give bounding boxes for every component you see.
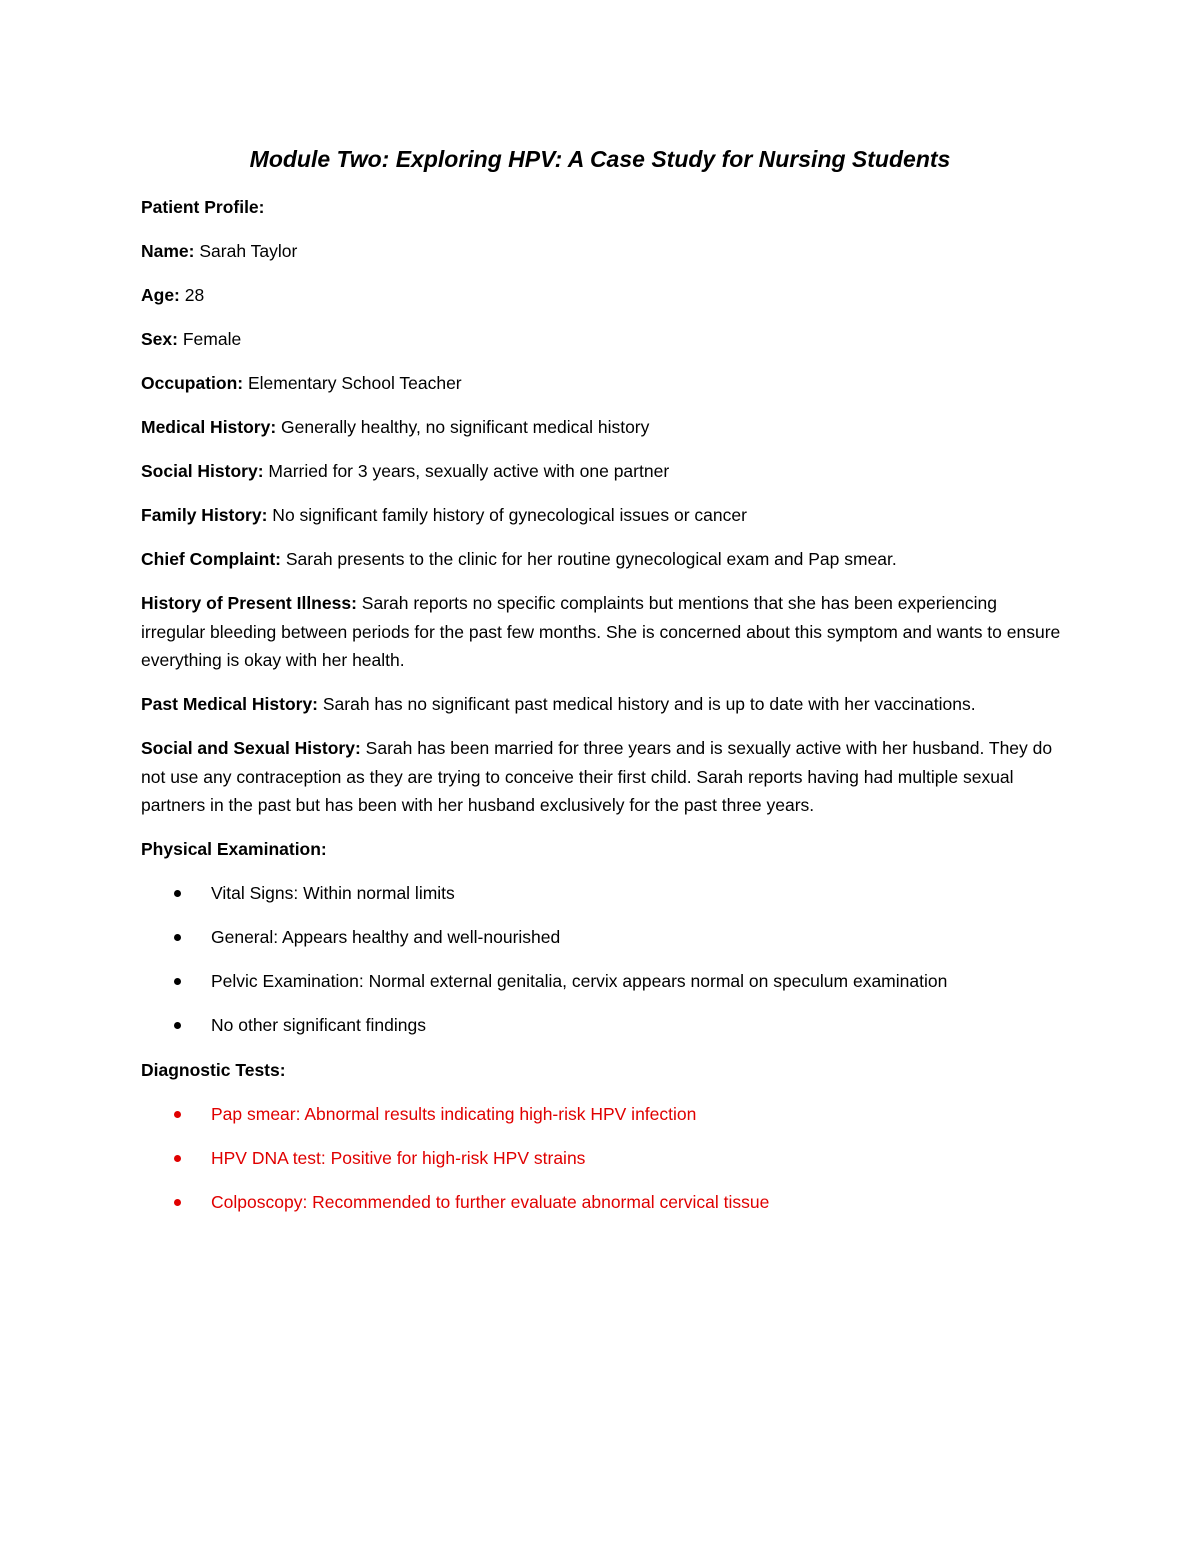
document-title: Module Two: Exploring HPV: A Case Study for Nursing Students bbox=[249, 146, 951, 172]
field-social-sexual-history bbox=[141, 734, 1061, 820]
bullet-icon bbox=[174, 1199, 181, 1206]
list-item bbox=[141, 1188, 1061, 1217]
diagnostic-tests-list bbox=[141, 1100, 1061, 1217]
bullet-icon bbox=[174, 934, 181, 941]
field-value: Sarah has no significant past medical history and is up to date with her vaccinations. bbox=[318, 694, 976, 714]
section-heading: Physical Examination: bbox=[141, 839, 327, 859]
field-label: Family History: bbox=[141, 505, 268, 525]
list-item bbox=[141, 1144, 1061, 1173]
field-value: Sarah presents to the clinic for her routine gynecological exam and Pap smear. bbox=[281, 549, 897, 569]
section-heading: Patient Profile: bbox=[141, 197, 265, 217]
field-value: Married for 3 years, sexually active with one partner bbox=[263, 461, 670, 481]
list-item bbox=[141, 967, 1061, 996]
field-label: Occupation: bbox=[141, 373, 244, 393]
list-item-text: Colposcopy: Recommended to further evaluate abnormal cervical tissue bbox=[211, 1191, 770, 1212]
list-item-text: Vital Signs: Within normal limits bbox=[211, 883, 455, 903]
field-value: Female bbox=[177, 329, 242, 349]
field-label: Past Medical History: bbox=[141, 694, 318, 714]
bullet-icon bbox=[174, 1155, 181, 1162]
field-social-history bbox=[141, 457, 1061, 486]
list-item bbox=[141, 1011, 1061, 1040]
field-label: Social and Sexual History: bbox=[141, 738, 361, 758]
field-value: Elementary School Teacher bbox=[243, 373, 462, 393]
field-value: Sarah reports no specific complaints but mentions that she has been experiencing irregular bleeding between periods for the past few months. She is concerned about this symptom and wants to ensure everything is okay with her health. bbox=[141, 593, 1061, 670]
bullet-icon bbox=[174, 1111, 181, 1118]
field-value: No significant family history of gynecological issues or cancer bbox=[267, 505, 747, 525]
list-item-text: General: Appears healthy and well-nourished bbox=[211, 927, 561, 947]
field-value: Sarah Taylor bbox=[194, 241, 298, 261]
bullet-icon bbox=[174, 890, 181, 897]
field-age bbox=[141, 281, 1061, 310]
list-item-text: Pelvic Examination: Normal external genitalia, cervix appears normal on speculum examination bbox=[211, 971, 948, 991]
field-history-present-illness bbox=[141, 589, 1061, 675]
patient-profile-heading bbox=[141, 193, 1061, 222]
field-label: Social History: bbox=[141, 461, 264, 481]
field-occupation bbox=[141, 369, 1061, 398]
field-label: History of Present Illness: bbox=[141, 593, 357, 613]
field-medical-history bbox=[141, 413, 1061, 442]
list-item-text: Pap smear: Abnormal results indicating high-risk HPV infection bbox=[211, 1103, 697, 1124]
document-body bbox=[141, 193, 1061, 1232]
physical-exam-list bbox=[141, 879, 1061, 1040]
field-sex bbox=[141, 325, 1061, 354]
field-label: Sex: bbox=[141, 329, 178, 349]
field-label: Age: bbox=[141, 285, 180, 305]
field-value: Generally healthy, no significant medical history bbox=[276, 417, 650, 437]
list-item bbox=[141, 879, 1061, 908]
list-item bbox=[141, 1100, 1061, 1129]
field-value: 28 bbox=[179, 285, 205, 305]
list-item-text: No other significant findings bbox=[211, 1015, 426, 1035]
bullet-icon bbox=[174, 1022, 181, 1029]
field-past-medical-history bbox=[141, 690, 1061, 719]
list-item bbox=[141, 923, 1061, 952]
field-label: Name: bbox=[141, 241, 195, 261]
diagnostic-tests-heading bbox=[141, 1056, 1061, 1085]
field-name bbox=[141, 237, 1061, 266]
field-chief-complaint bbox=[141, 545, 1061, 574]
field-value: Sarah has been married for three years and is sexually active with her husband. They do not use any contraception as they are trying to conceive their first child. Sarah reports having had multiple sexual partners in the past but has been with her husband exclusively for the past three years. bbox=[141, 738, 1053, 815]
physical-exam-heading bbox=[141, 835, 1061, 864]
bullet-icon bbox=[174, 978, 181, 985]
field-label: Chief Complaint: bbox=[141, 549, 281, 569]
field-label: Medical History: bbox=[141, 417, 277, 437]
section-heading: Diagnostic Tests: bbox=[141, 1059, 286, 1080]
field-family-history bbox=[141, 501, 1061, 530]
list-item-text: HPV DNA test: Positive for high-risk HPV strains bbox=[211, 1147, 586, 1168]
